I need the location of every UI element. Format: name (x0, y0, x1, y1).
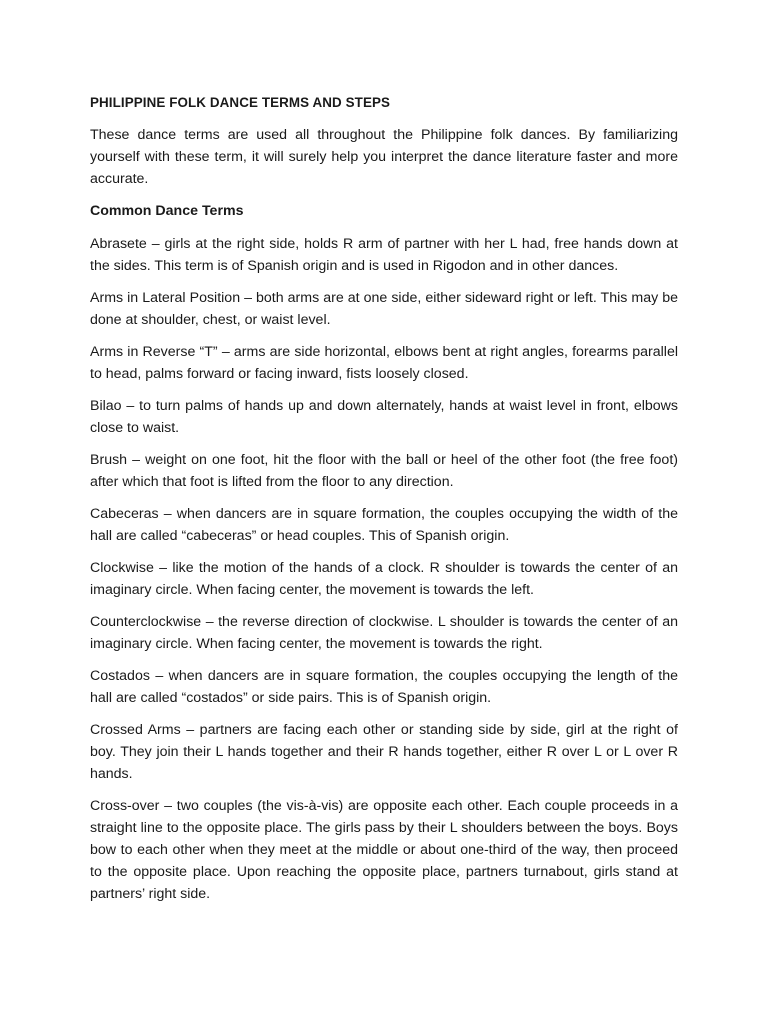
term-arms-lateral-position: Arms in Lateral Position – both arms are at one side, either sideward right or left. This may be done at shoulder, chest, or waist level. (90, 290, 678, 328)
term-counterclockwise: Counterclockwise – the reverse direction of clockwise. L shoulder is towards the center of an imaginary circle. When facing center, the movement is towards the right. (90, 614, 678, 652)
section-heading: Common Dance Terms (90, 203, 244, 219)
term-brush: Brush – weight on one foot, hit the floor with the ball or heel of the other foot (the free foot) after which that foot is lifted from the floor to any direction. (90, 452, 678, 490)
term-costados: Costados – when dancers are in square formation, the couples occupying the length of the hall are called “costados” or side pairs. This is of Spanish origin. (90, 668, 678, 706)
term-abrasete: Abrasete – girls at the right side, holds R arm of partner with her L had, free hands down at the sides. This term is of Spanish origin and is used in Rigodon and in other dances. (90, 236, 678, 274)
term-cross-over: Cross-over – two couples (the vis-à-vis) are opposite each other. Each couple proceeds in a straight line to the opposite place. The girls pass by their L shoulders between the boys. Boys bow to each other when they meet at the middle or about one-third of the way, then proceed to the opposite place. Upon reaching the opposite place, partners turnabout, girls stand at partners’ right side. (90, 798, 678, 902)
term-clockwise: Clockwise – like the motion of the hands of a clock. R shoulder is towards the center of an imaginary circle. When facing center, the movement is towards the left. (90, 560, 678, 598)
term-list (90, 233, 678, 905)
document-page (90, 93, 678, 915)
intro-paragraph: These dance terms are used all throughout the Philippine folk dances. By familiarizing yourself with these term, it will surely help you interpret the dance literature faster and more accurate. (90, 127, 678, 187)
term-bilao: Bilao – to turn palms of hands up and down alternately, hands at waist level in front, elbows close to waist. (90, 398, 678, 436)
document-title: PHILIPPINE FOLK DANCE TERMS AND STEPS (90, 95, 391, 110)
term-crossed-arms: Crossed Arms – partners are facing each other or standing side by side, girl at the right of boy. They join their L hands together and their R hands together, either R over L or L over R hands. (90, 722, 678, 782)
term-cabeceras: Cabeceras – when dancers are in square formation, the couples occupying the width of the hall are called “cabeceras” or head couples. This of Spanish origin. (90, 506, 678, 544)
term-arms-reverse-t: Arms in Reverse “T” – arms are side horizontal, elbows bent at right angles, forearms parallel to head, palms forward or facing inward, fists loosely closed. (90, 344, 678, 382)
